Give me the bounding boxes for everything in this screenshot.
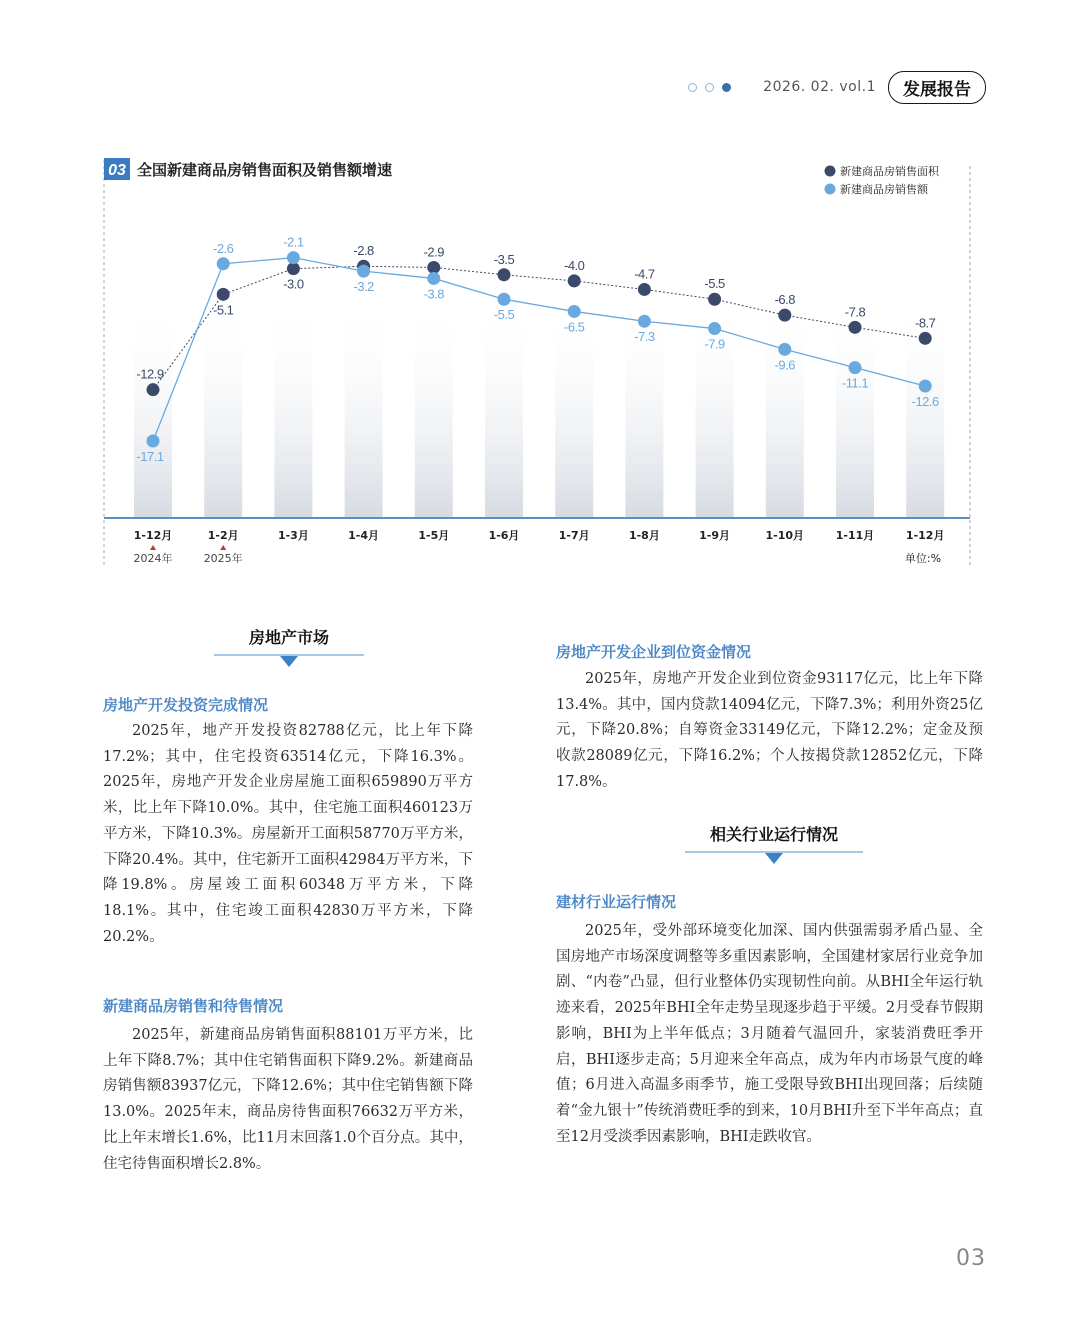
chart-canvas [100,152,976,572]
data-point [147,435,160,448]
data-label: -6.8 [774,292,796,308]
data-point [778,309,791,322]
investment-text: 2025年，地产开发投资82788亿元，比上年下降17.2%；其中，住宅投资63514亿元，下降16.3%。2025年，房地产开发企业房屋施工面积659890万平方米，比上年下降10.0%。其中，住宅施工面积460123万平方米，下降10.3%。房屋新开工面积58770万平方米，下降20.4%。其中，住宅新开工面积42984万平方米，下降19.8%。房屋竣工面积60348万平方米，下降18.1%。其中，住宅竣工面积42830万平方米，下降20.2%。 [103,723,473,945]
investment-heading: 房地产开发投资完成情况 [103,696,269,714]
data-label: -4.7 [634,266,655,282]
data-point [568,274,581,287]
data-label: -7.9 [704,336,725,352]
pagination-dots [688,83,731,92]
data-label: -5.5 [704,276,725,292]
x-tick-label: 1-12月 [133,529,173,542]
x-tick-label: 1-9月 [699,529,731,542]
series-points [147,251,932,447]
unit-label: 单位:% [904,552,942,565]
data-point [708,322,721,335]
data-point [357,265,370,278]
data-label: -7.8 [844,304,866,320]
background-bars [134,302,944,518]
data-label: -12.9 [136,366,164,382]
data-label: -9.6 [774,357,796,373]
data-label: -7.3 [634,329,655,345]
sales-text: 2025年，新建商品房销售面积88101万平方米，比上年下降8.7%；其中住宅销售面积下降9.2%。新建商品房销售额83937亿元，下降12.6%；其中住宅销售额下降13.0%。2025年末，商品房待售面积76632万平方米，比上年末增长1.6%，比11月末回落1.0个百分点。其中，住宅待售面积增长2.8%。 [103,1027,473,1172]
x-tick-label: 1-6月 [488,529,520,542]
x-tick-label: 1-5月 [418,529,450,542]
x-tick-labels [134,529,945,565]
data-point [217,257,230,270]
building-materials-heading: 建材行业运行情况 [556,893,677,911]
data-point [638,315,651,328]
funding-heading: 房地产开发企业到位资金情况 [556,643,752,661]
data-label: -8.7 [914,315,936,331]
series-line-0 [153,266,925,389]
series-lines [153,258,925,441]
data-label: -2.1 [283,234,304,250]
data-label: -2.8 [353,243,374,259]
background-bar [415,302,453,518]
data-point [919,380,932,393]
year-marker-icon [220,545,226,550]
sales-heading: 新建商品房销售和待售情况 [103,997,284,1015]
year-label: 2024年 [133,552,173,565]
background-bar [274,302,312,518]
industry-title-text: 相关行业运行情况 [685,822,863,853]
industry-section-title [685,822,863,864]
data-point [849,321,862,334]
report-badge: 发展报告 [888,71,986,104]
data-label: -4.0 [563,257,585,273]
data-label: -3.5 [493,251,515,267]
data-label: -2.9 [423,244,445,260]
x-tick-label: 1-12月 [905,529,945,542]
dot-icon [688,83,697,92]
year-marker-icon [150,545,156,550]
chart-title: 全国新建商品房销售面积及销售额增速 [137,161,393,179]
data-point [919,332,932,345]
data-label: -12.6 [911,394,939,409]
legend-area-label: 新建商品房销售面积 [840,165,939,178]
data-label: -3.0 [283,276,304,292]
background-bar [345,302,383,518]
legend-area-marker [825,166,836,177]
dot-active-icon [722,83,731,92]
data-label: -5.1 [212,302,234,318]
issue-label: 2026. 02. vol.1 [763,79,876,95]
background-bar [134,302,172,518]
x-tick-label: 1-10月 [765,529,805,542]
x-tick-label: 1-4月 [348,529,380,542]
data-point [427,272,440,285]
data-point [147,383,160,396]
data-point [638,283,651,296]
background-bar [485,302,523,518]
data-point [498,268,511,281]
data-point [287,251,300,264]
data-label: -11.1 [841,375,869,391]
real-estate-title-text: 房地产市场 [214,625,364,656]
data-label: -3.8 [423,286,445,302]
data-labels [136,235,939,464]
data-label: -5.5 [493,307,515,323]
data-label: -2.6 [212,240,234,256]
dot-icon [705,83,714,92]
data-point [778,343,791,356]
x-tick-label: 1-3月 [277,529,309,542]
data-point [217,288,230,301]
data-label: -3.2 [353,279,374,295]
sales-growth-chart [100,152,976,572]
legend-amount-label: 新建商品房销售额 [840,183,928,196]
x-tick-label: 1-11月 [835,529,875,542]
real-estate-section-title [214,625,364,667]
legend-amount-marker [825,184,836,195]
page-number: 03 [956,1246,986,1271]
funding-text: 2025年，房地产开发企业到位资金93117亿元，比上年下降13.4%。其中，国内贷款14094亿元，下降7.3%；利用外资25亿元，下降20.8%；自筹资金33149亿元，下降12.2%；定金及预收款28089亿元，下降16.2%；个人按揭贷款12852亿元，下降17.8%。 [556,671,983,790]
background-bar [204,302,242,518]
x-tick-label: 1-2月 [207,529,239,542]
triangle-down-icon [280,656,298,667]
data-label: -6.5 [563,319,585,335]
page-header [688,72,986,102]
x-tick-label: 1-8月 [628,529,660,542]
data-point [498,293,511,306]
background-bar [836,302,874,518]
data-label: -17.1 [136,449,164,464]
data-point [708,293,721,306]
building-materials-text: 2025年，受外部环境变化加深、国内供强需弱矛盾凸显、全国房地产市场深度调整等多重因素影响，全国建材家居行业竞争加剧、“内卷”凸显，但行业整体仍实现韧性向前。从BHI全年运行轨迹来看，2025年BHI全年走势呈现逐步趋于平缓。2月受春节假期影响，BHI为上半年低点；3月随着气温回升，家装消费旺季开启，BHI逐步走高；5月迎来全年高点，成为年内市场景气度的峰值；6月进入高温多雨季节，施工受限导致BHI出现回落；后续随着“金九银十”传统消费旺季的到来，10月BHI升至下半年高点；直至12月受淡季因素影响，BHI走跌收官。 [556,923,983,1145]
data-point [849,361,862,374]
background-bar [766,302,804,518]
triangle-down-icon [765,853,783,864]
series-line-1 [153,258,925,441]
figure-number: 03 [108,162,126,179]
x-tick-label: 1-7月 [558,529,590,542]
data-point [568,305,581,318]
year-label: 2025年 [203,552,243,565]
